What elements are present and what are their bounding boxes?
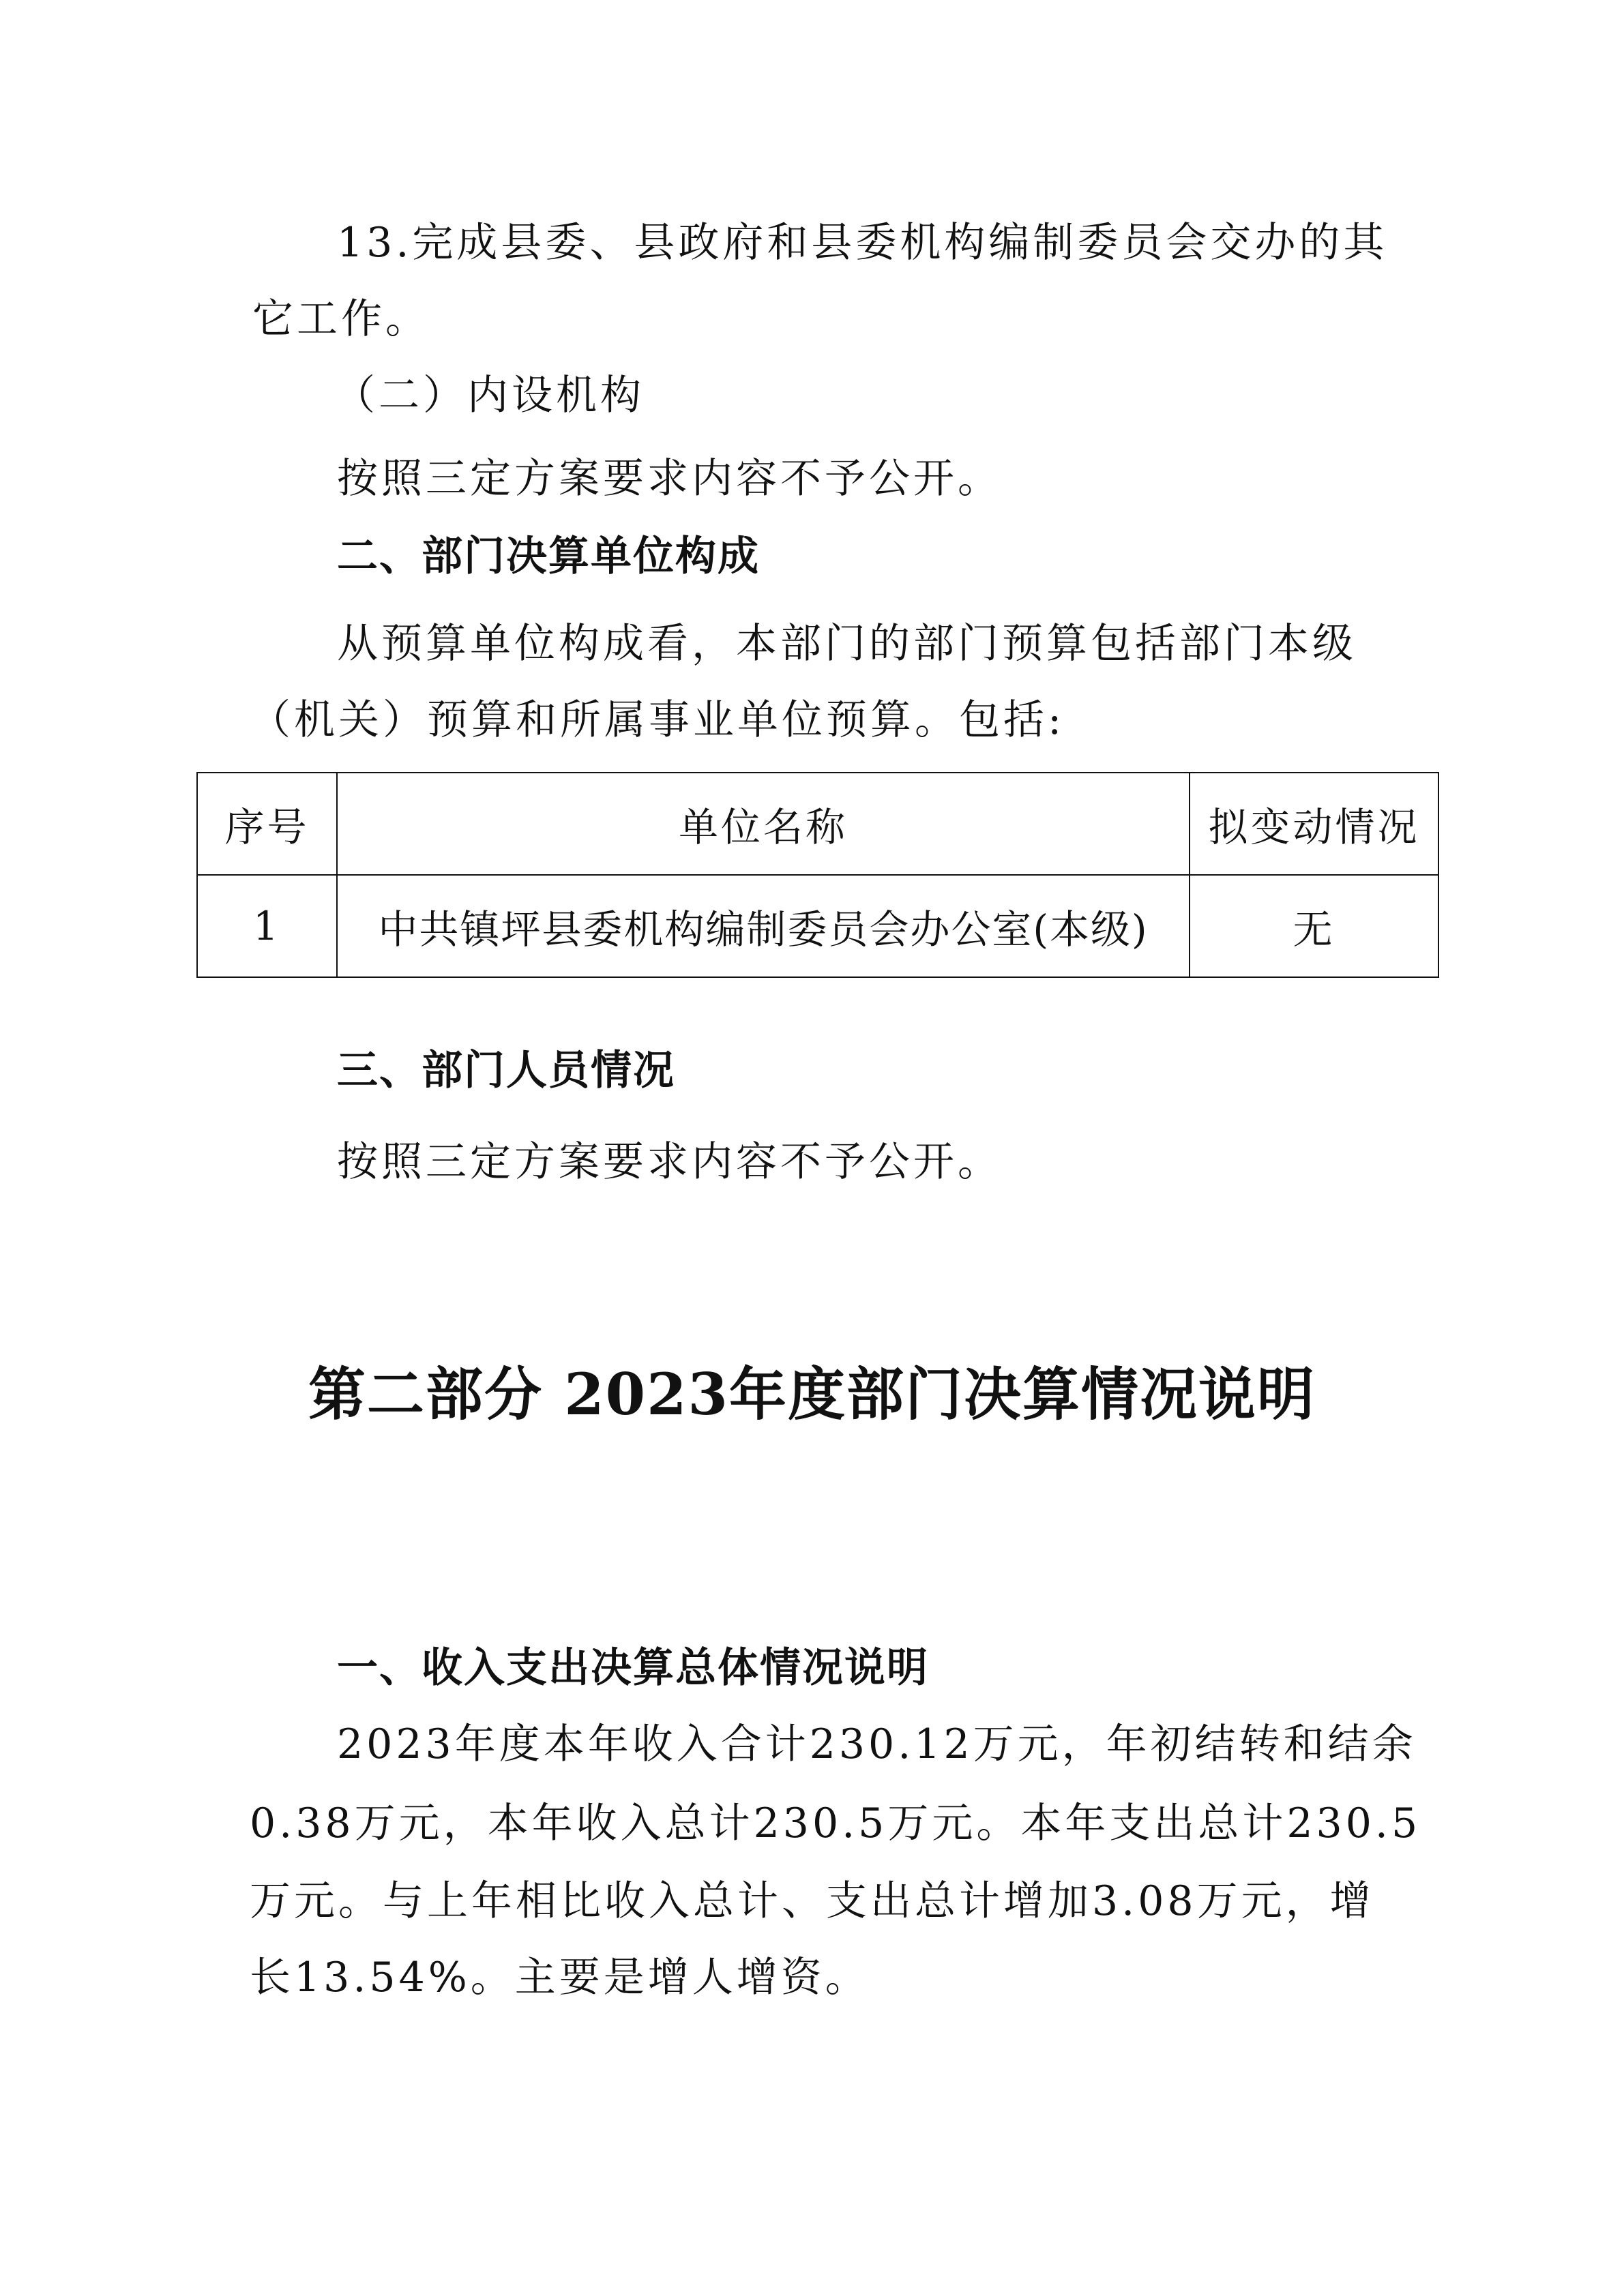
header-unit-name: 单位名称 [337, 773, 1190, 875]
summary-paragraph-line2: 0.38万元，本年收入总计230.5万元。本年支出总计230.5 [250, 1800, 1421, 1847]
internal-structure-heading: （二）内设机构 [334, 372, 645, 419]
section3-text: 按照三定方案要求内容不予公开。 [337, 1138, 1002, 1186]
table-header-row [197, 773, 1438, 875]
table-row [197, 875, 1438, 977]
summary-heading: 一、收入支出决算总体情况说明 [337, 1644, 929, 1692]
summary-paragraph-line4: 长13.54%。主要是增人增资。 [250, 1954, 870, 2001]
internal-structure-text: 按照三定方案要求内容不予公开。 [337, 455, 1002, 503]
paragraph-item-13-line2: 它工作。 [252, 295, 430, 343]
part-two-title: 第二部分 2023年度部门决算情况说明 [308, 1360, 1316, 1428]
header-index: 序号 [197, 773, 337, 875]
header-change-status: 拟变动情况 [1190, 773, 1438, 875]
section3-heading: 三、部门人员情况 [337, 1047, 675, 1094]
section2-paragraph-line1: 从预算单位构成看，本部门的部门预算包括部门本级 [337, 620, 1357, 668]
cell-index: 1 [197, 875, 337, 977]
cell-unit-name: 中共镇坪县委机构编制委员会办公室(本级) [337, 875, 1190, 977]
unit-composition-table [196, 772, 1439, 978]
summary-paragraph-line3: 万元。与上年相比收入总计、支出总计增加3.08万元，增 [250, 1877, 1374, 1925]
cell-change-status: 无 [1190, 875, 1438, 977]
section2-heading: 二、部门决算单位构成 [337, 533, 760, 580]
paragraph-item-13-line1: 13.完成县委、县政府和县委机构编制委员会交办的其 [337, 219, 1388, 267]
section2-paragraph-line2: （机关）预算和所属事业单位预算。包括: [250, 696, 1065, 744]
summary-paragraph-line1: 2023年度本年收入合计230.12万元，年初结转和结余 [337, 1720, 1417, 1768]
